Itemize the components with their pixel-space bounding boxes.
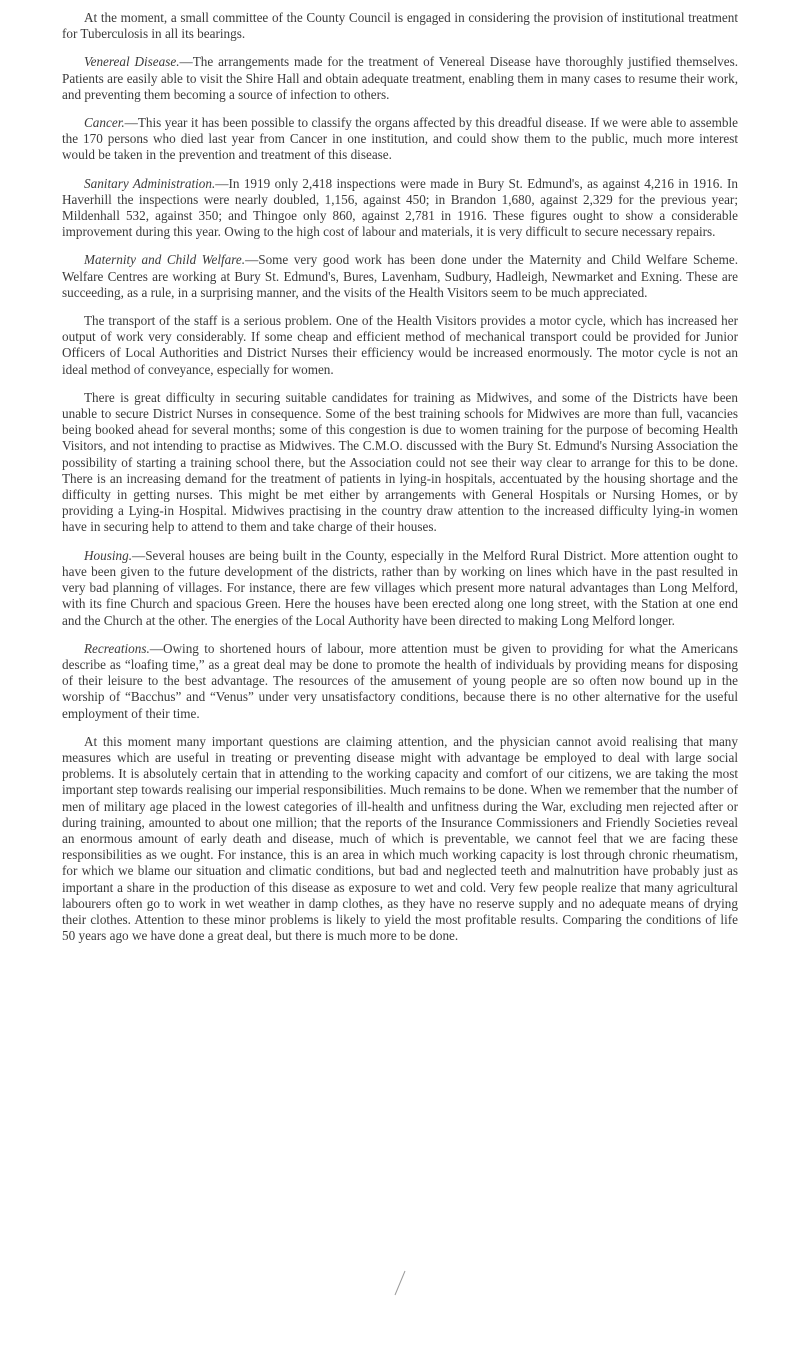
paragraph-cancer <box>62 115 738 164</box>
section-heading-recreations: Recreations. <box>84 640 150 656</box>
paragraph-text: At this moment many important questions are claiming attention, and the physician cannot avoid realising that many measures which are useful in treating or preventing disease might with advantage be employed to deal with large social problems. It is absolutely certain that in attending to the working capacity and comfort of our citizens, we are taking the most important step towards realising our imperial responsibilities. Much remains to be done. When we remember that the number of men of military age placed in the lowest categories of ill-health and unfitness during the War, excluding men rejected after or during training, amounted to about one million; that the reports of the Insurance Commissioners and Friendly Societies reveal an enormous amount of early death and disease, much of which is preventable, we cannot feel that we are facing these responsibilities as we ought. For instance, this is an area in which much working capacity is lost through chronic rheumatism, for which we blame our situation and climatic conditions, but bad and neglected teeth and malnutrition have probably just as important a share in the production of this disease as exposure to wet and cold. Very few people realize that many agricultural labourers often go to work in wet weather in damp clothes, as they have no reserve supply and no adequate means of drying their clothes. Attention to these minor problems is likely to yield the most profitable results. Comparing the conditions of life 50 years ago we have done a great deal, but there is much more to be done. <box>62 733 738 944</box>
paragraph-text: —The arrangements made for the treatment of Venereal Disease have thoroughly justified themselves. Patients are easily able to visit the Shire Hall and obtain adequate treatment, enabling them in many cases to resume their work, and preventing them becoming a source of infection to others. <box>62 54 738 102</box>
paragraph-text: At the moment, a small committee of the County Council is engaged in considering the provision of institutional treatment for Tuberculosis in all its bearings. <box>62 10 738 42</box>
paragraph-conclusion <box>62 734 738 945</box>
paragraph-text: —Some very good work has been done under the Maternity and Child Welfare Scheme. Welfare Centres are working at Bury St. Edmund's, Bures, Lavenham, Sudbury, Hadleigh, Newmarket and Exning. These are succeeding, as a rule, in a surprising manner, and the visits of the Health Visitors seem to be much appreciated. <box>62 252 739 300</box>
paragraph-tuberculosis <box>62 10 738 42</box>
document-page <box>62 10 738 956</box>
paragraph-venereal-disease <box>62 54 738 103</box>
section-heading-venereal-disease: Venereal Disease. <box>84 54 180 70</box>
paragraph-text: —Several houses are being built in the County, especially in the Melford Rural District. More attention ought to have been given to the future development of the districts, rather than by working on lines which have in the past resulted in very bad planning of villages. For instance, there are few villages which present more natural advantages than Long Melford, with its fine Church and spacious Green. Here the houses have been erected along one long street, with the Station at one end and the Church at the other. The energies of the Local Authority have been directed to making Long Melford longer. <box>62 547 738 628</box>
section-heading-cancer: Cancer. <box>84 115 125 131</box>
paragraph-text: —This year it has been possible to classify the organs affected by this dreadful disease. If we were able to assemble the 170 persons who died last year from Cancer in one institution, and could show them to the public, much more interest would be taken in the prevention and treatment of this disease. <box>62 115 738 163</box>
section-heading-sanitary-administration: Sanitary Administration. <box>84 175 216 191</box>
paragraph-maternity-child-welfare <box>62 252 738 301</box>
pencil-mark <box>393 1270 407 1296</box>
paragraph-text: There is great difficulty in securing suitable candidates for training as Midwives, and some of the Districts have been unable to secure District Nurses in consequence. Some of the best training schools for Midwives are more than full, vacancies being booked ahead for several months; some of this congestion is due to women training for the purpose of becoming Health Visitors, and not intending to practise as Midwives. The C.M.O. discussed with the Bury St. Edmund's Nursing Association the possibility of starting a training school there, but the Association could not see their way clear to arrange for this to be done. There is an increasing demand for the treatment of patients in lying-in hospitals, accentuated by the housing shortage and the difficulty in getting nurses. This might be met either by arrangements with General Hospitals or Nursing Homes, or by providing a Lying-in Hospital. Midwives practising in the country draw attention to the increased difficulty lying-in women have in securing help to attend to them and take charge of their houses. <box>62 389 738 535</box>
paragraph-text: —In 1919 only 2,418 inspections were made in Bury St. Edmund's, as against 4,216 in 1916. In Haverhill the inspections were nearly doubled, 1,156, against 450; in Brandon 1,680, against 2,329 for the previous year; Mildenhall 532, against 350; and Thingoe only 860, against 2,781 in 1916. These figures ought to show a considerable improvement during this year. Owing to the high cost of labour and materials, it is very difficult to secure necessary repairs. <box>62 175 738 240</box>
paragraph-sanitary-administration <box>62 176 738 241</box>
paragraph-recreations <box>62 641 738 722</box>
section-heading-maternity-child-welfare: Maternity and Child Welfare. <box>84 252 246 268</box>
paragraph-transport <box>62 313 738 378</box>
section-heading-housing: Housing. <box>84 547 132 563</box>
paragraph-housing <box>62 548 738 629</box>
paragraph-midwives <box>62 390 738 536</box>
paragraph-text: The transport of the staff is a serious problem. One of the Health Visitors provides a motor cycle, which has increased her output of work very considerably. If some cheap and efficient method of mechanical transport could be provided for Junior Officers of Local Authorities and District Nurses their efficiency would be increased enormously. The motor cycle is not an ideal method of conveyance, especially for women. <box>62 313 738 377</box>
paragraph-text: —Owing to shortened hours of labour, more attention must be given to providing for what the Americans describe as “loafing time,” as a great deal may be done to promote the health of individuals by providing means for disposing of their leisure to the best advantage. The resources of the amusement of young people are so often now bound up in the worship of “Bacchus” and “Venus” under very unsatisfactory conditions, because there is no other alternative for the useful employment of their time. <box>62 640 738 721</box>
